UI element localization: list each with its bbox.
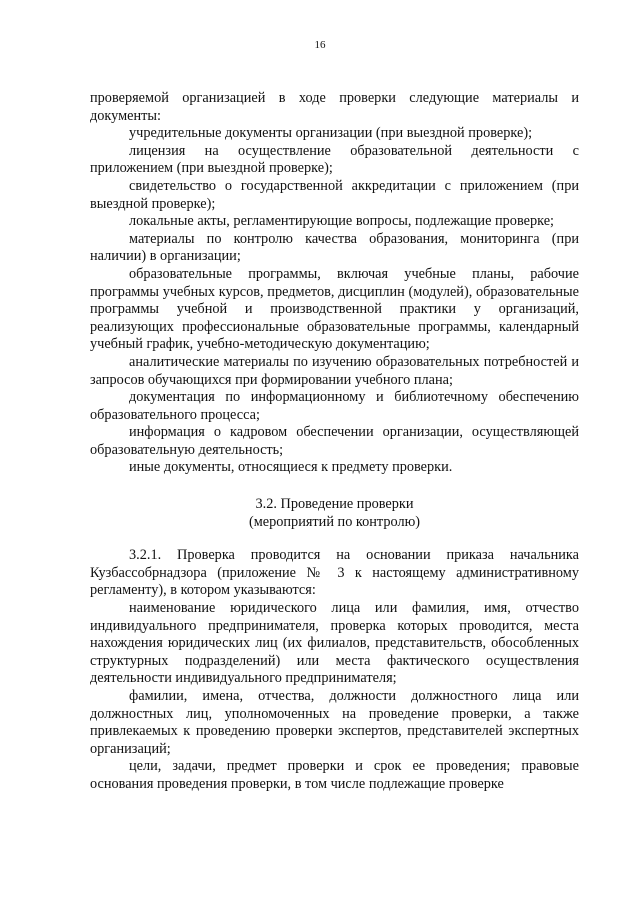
list-item-goals: цели, задачи, предмет проверки и срок ее проведения; правовые основания проведения проверки, в том числе подлежащие проверке xyxy=(90,758,579,792)
section-heading xyxy=(90,496,579,531)
list-item-library-documentation: документация по информационному и библиотечному обеспечению образовательного процесса; xyxy=(90,389,579,423)
list-item-staffing-information: информация о кадровом обеспечении организации, осуществляющей образовательную деятельность; xyxy=(90,424,579,458)
list-item-inspectors: фамилии, имена, отчества, должности должностного лица или должностных лиц, уполномоченных на проведение проверки, а также привлекаемых к проведению проверки экспертов, представителей экспертных организаций; xyxy=(90,688,579,757)
list-item-founding-documents: учредительные документы организации (при выездной проверке); xyxy=(129,125,533,142)
list-item-local-acts: локальные акты, регламентирующие вопросы, подлежащие проверке; xyxy=(129,213,555,230)
clause-3-2-1: 3.2.1. Проверка проводится на основании приказа начальника Кузбассобрнадзора (приложение № 3 к настоящему административному регламенту), в котором указываются: xyxy=(90,547,579,599)
paragraph-continuation: проверяемой организацией в ходе проверки следующие материалы и документы: xyxy=(90,90,579,124)
list-item-other-documents: иные документы, относящиеся к предмету проверки. xyxy=(129,459,453,476)
list-item-educational-programs: образовательные программы, включая учебные планы, рабочие программы учебных курсов, предметов, дисциплин (модулей), образовательные программы учебной и производственной практики у организаций, реализующих профессиональные образовательные программы, календарный учебный график, учебно-методическую документацию; xyxy=(90,265,579,353)
list-item-analytical-materials: аналитические материалы по изучению образовательных потребностей и запросов обучающихся при формировании учебного плана; xyxy=(90,353,579,388)
list-item-license: лицензия на осуществление образовательной деятельности с приложением (при выездной проверке); xyxy=(90,142,579,177)
list-item-entity-name: наименование юридического лица или фамилия, имя, отчество индивидуального предпринимателя, проверка которых проводится, места нахождения юридических лиц (их филиалов, представительств, обособленных структурных подразделений) или места фактического осуществления деятельности индивидуального предпринимателя; xyxy=(90,600,579,687)
page-number: 16 xyxy=(314,39,326,51)
section-title: 3.2. Проведение проверки xyxy=(255,496,414,513)
list-item-accreditation: свидетельство о государственной аккредитации с приложением (при выездной проверке); xyxy=(90,177,579,212)
list-item-quality-control: материалы по контролю качества образования, мониторинга (при наличии) в организации; xyxy=(90,230,579,265)
section-subtitle: (мероприятий по контролю) xyxy=(248,513,421,530)
document-body xyxy=(90,90,579,794)
